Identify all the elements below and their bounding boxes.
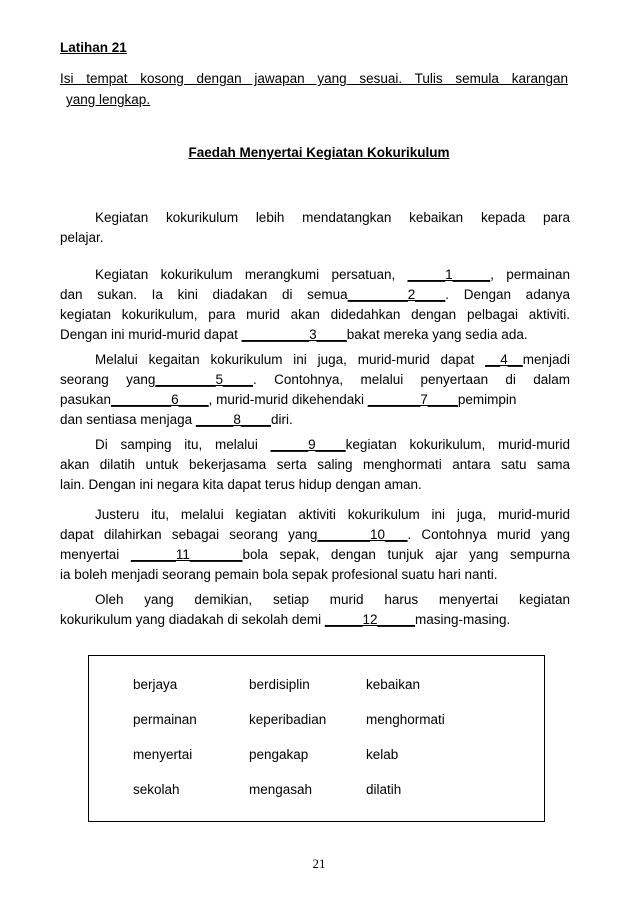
text-line: kokurikulum yang diadakah di sekolah demi _____12_____masing-masing. [60,612,511,627]
word-option[interactable]: menyertai [133,747,193,762]
blank-6[interactable]: ________6____ [111,392,209,407]
word-option[interactable]: kelab [366,747,399,762]
text-line: dan sentiasa menjaga _____8____diri. [60,412,293,427]
text-line: Justeru itu, melalui kegiatan aktiviti kokurikulum ini juga, murid-murid [95,507,570,522]
text-line: Kegiatan kokurikulum lebih mendatangkan kebaikan kepada para [95,210,570,225]
blank-5[interactable]: ________5____ [155,372,253,387]
text-line: Dengan ini murid-murid dapat _________3____bakat mereka yang sedia ada. [60,327,528,342]
blank-12[interactable]: _____12_____ [324,612,416,627]
blank-4[interactable]: __4__ [485,352,523,367]
word-option[interactable]: menghormati [366,712,445,727]
word-bank-box [88,655,545,822]
word-option[interactable]: keperibadian [249,712,327,727]
text-line: ia boleh menjadi seorang pemain bola sepak profesional suatu hari nanti. [60,567,498,582]
word-option[interactable]: berjaya [133,677,178,692]
blank-3[interactable]: _________3____ [241,327,347,342]
blank-10[interactable]: _______10___ [317,527,408,542]
text-line: pasukan________6____, murid-murid dikehendaki _______7____pemimpin [60,392,517,407]
text-line: dan sukan. Ia kini diadakan di semua________2____. Dengan adanya [60,287,570,302]
blank-11[interactable]: ______11_______ [130,547,243,562]
paragraph-5 [60,505,570,585]
text-line: Di samping itu, melalui _____9____kegiatan kokurikulum, murid-murid [95,437,571,452]
paragraph-4 [60,435,570,495]
blank-2[interactable]: ________2____ [347,287,446,302]
blank-9[interactable]: _____9____ [270,437,346,452]
instruction-line-1: Isi tempat kosong dengan jawapan yang sesuai. Tulis semula karangan [60,71,568,86]
blank-8[interactable]: _____8____ [195,412,271,427]
word-option[interactable]: kebaikan [366,677,421,692]
blank-7[interactable]: _______7____ [367,392,458,407]
text-line: dapat dilahirkan sebagai seorang yang_______10___. Contohnya murid yang [60,527,570,542]
paragraph-3 [60,350,570,430]
word-option[interactable]: sekolah [133,782,180,797]
text-line: Oleh yang demikian, setiap murid harus menyertai kegiatan [95,592,570,607]
text-line: Kegiatan kokurikulum merangkumi persatuan, _____1_____, permainan [95,267,570,282]
word-option[interactable]: pengakap [249,747,309,762]
text-line: kegiatan kokurikulum, para murid akan didedahkan dengan pelbagai aktiviti. [60,307,570,322]
paragraph-1 [60,208,570,248]
page-number: 21 [312,856,326,871]
word-option[interactable]: mengasah [249,782,313,797]
instruction-line-2: yang lengkap. [66,92,151,107]
word-option[interactable]: berdisiplin [249,677,310,692]
word-option[interactable]: dilatih [366,782,402,797]
exercise-heading: Latihan 21 [60,40,127,55]
text-line: seorang yang________5____. Contohnya, melalui penyertaan di dalam [60,372,571,387]
text-line: lain. Dengan ini negara kita dapat terus hidup dengan aman. [60,477,422,492]
essay-title: Faedah Menyertai Kegiatan Kokurikulum [188,145,450,160]
text-line: menyertai ______11_______bola sepak, dengan tunjuk ajar yang sempurna [60,547,570,562]
blank-1[interactable]: _____1_____ [407,267,491,282]
paragraph-2 [60,265,570,345]
paragraph-6 [60,590,570,630]
text-line: akan dilatih untuk bekerjasama serta saling menghormati antara satu sama [60,457,570,472]
word-option[interactable]: permainan [133,712,197,727]
text-line: pelajar. [60,230,104,245]
text-line: Melalui kegaitan kokurikulum ini juga, murid-murid dapat __4__menjadi [95,352,570,367]
